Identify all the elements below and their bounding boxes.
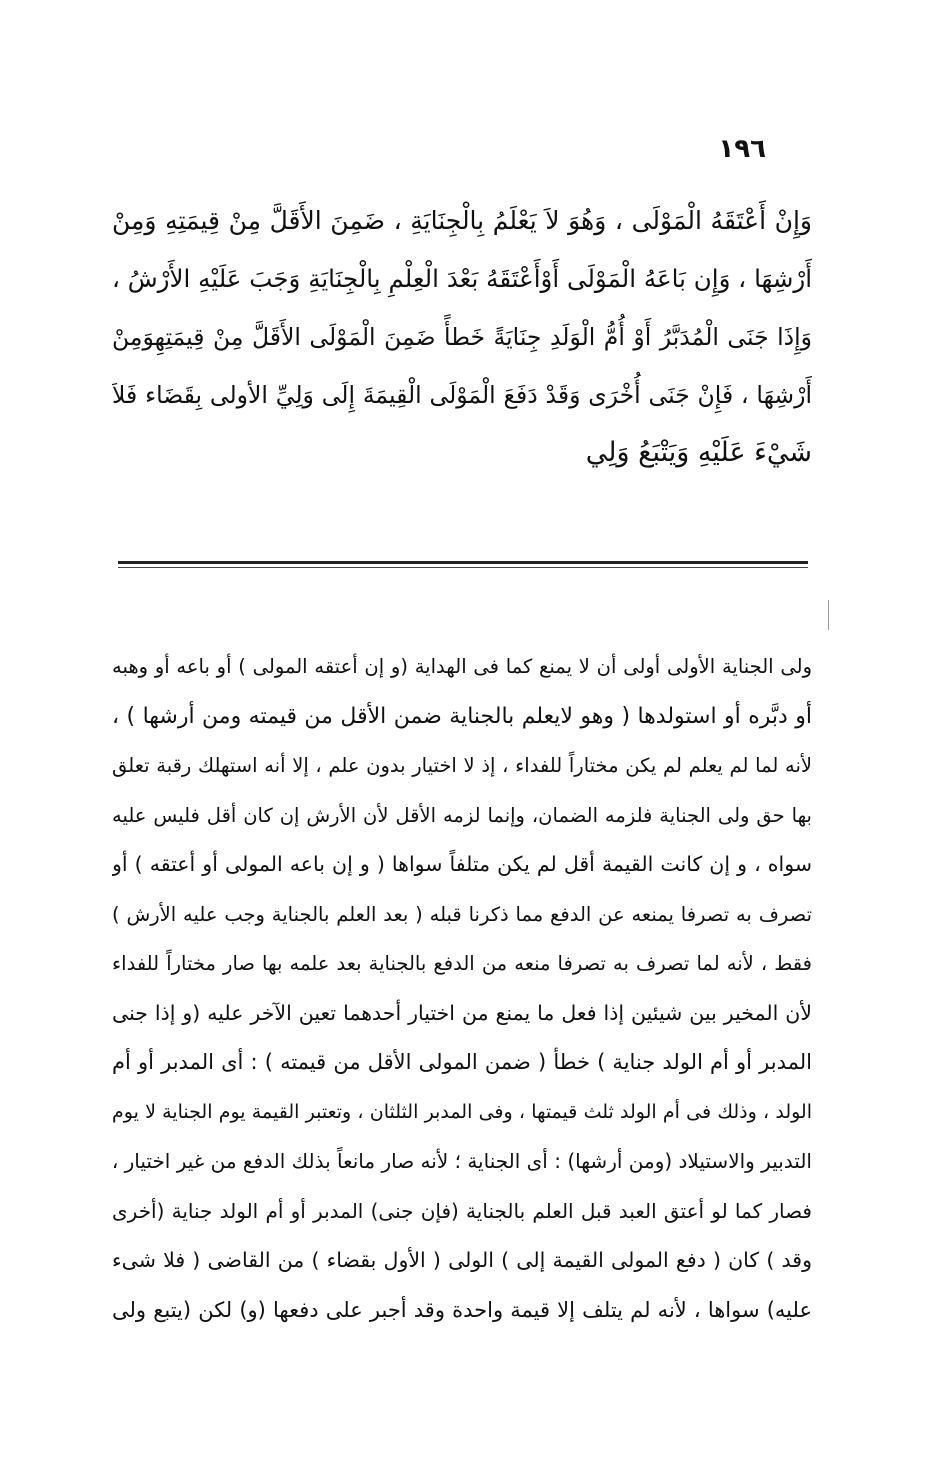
page-number: ١٩٦: [718, 134, 766, 164]
main-text-line: وَإِنْ أَعْتَقَهُ الْمَوْلَى ، وَهُوَ لاَ يَعْلَمُ بِالْجِنَايَةِ ، ضَمِنَ الأَقَلَّ مِنْ قِيمَتِهِ وَمِنْ: [112, 206, 812, 235]
commentary-line: وقد ) كان ( دفع المولى القيمة إلى ) الولى ( الأول بقضاء ) من القاضى ( فلا شىء: [112, 1248, 812, 1272]
scan-mark: [828, 600, 829, 630]
main-text-line: شَيْءَ عَلَيْهِ وَيَتْبَعُ وَلِي: [585, 437, 812, 468]
commentary-line: تصرف به تصرفا يمنعه عن الدفع مما ذكرنا قبله ( بعد العلم بالجناية وجب عليه الأرش ): [112, 902, 812, 926]
main-text-block: [112, 192, 812, 482]
commentary-line: لأنه لما لم يعلم لم يكن مختاراً للفداء ، إذ لا اختيار بدون علم ، إلا أنه استهلك رقبة تعلق: [112, 754, 812, 777]
section-divider: [118, 561, 808, 564]
commentary-line: أو دبَّره أو استولدها ( وهو لايعلم بالجناية ضمن الأقل من قيمته ومن أرشها ) ،: [112, 703, 812, 729]
commentary-block: [112, 642, 812, 1335]
commentary-line: التدبير والاستيلاد (ومن أرشها) : أى الجناية ؛ لأنه صار مانعاً بذلك الدفع من غير اختيار ،: [112, 1149, 812, 1173]
main-text-line: أَرْشِهَا ، وَإِن بَاعَهُ الْمَوْلَى أَوْأَعْتَقَهُ بَعْدَ الْعِلْمِ بِالْجِنَايَةِ وَجَبَ عَلَيْهِ الأَرْشُ ،: [112, 264, 812, 293]
commentary-line: المدبر أو أم الولد جناية ) خطأ ( ضمن المولى الأقل من قيمته ) : أى المدبر أو أم: [112, 1050, 812, 1074]
main-text-line: وَإِذَا جَنَى الْمُدَبَّرُ أَوْ أُمُّ الْوَلَدِ جِنَايَةً خَطأً ضَمِنَ الْمَوْلَى الأَقَلَّ مِنْ قِيمَتِهِوَمِنْ: [112, 323, 812, 351]
commentary-line: فصار كما لو أعتق العبد قبل العلم بالجناية (فإن جنى) المدبر أو أم الولد جناية (أخرى: [112, 1198, 812, 1223]
commentary-line: بها حق ولى الجناية فلزمه الضمان، وإنما لزمه الأقل لأن الأرش إن كان أقل فليس عليه: [112, 803, 812, 827]
commentary-line: الولد ، وذلك فى أم الولد ثلث قيمتها ، وفى المدبر الثلثان ، وتعتبر القيمة يوم الجناية لا يوم: [112, 1100, 812, 1123]
main-text-line: أَرْشِهَا ، فَإِنْ جَنَى أُخْرَى وَقَدْ دَفَعَ الْمَوْلَى الْقِيمَةَ إِلَى وَلِيِّ الأولى بِقَضَاء فَلاَ: [112, 381, 812, 409]
commentary-line: عليه) سواها ، لأنه لم يتلف إلا قيمة واحدة وقد أجبر على دفعها (و) لكن (يتبع ولى: [112, 1297, 812, 1322]
commentary-line: سواه ، و إن كانت القيمة أقل لم يكن متلفاً سواها ( و إن باعه المولى أو أعتقه ) أو: [112, 852, 812, 876]
commentary-line: لأن المخير بين شيئين إذا فعل ما يمنع من اختيار أحدهما تعين الآخر عليه (و إذا جنى: [112, 1000, 812, 1025]
commentary-line: ولى الجناية الأولى أولى أن لا يمنع كما فى الهداية (و إن أعتقه المولى ) أو باعه أو وهبه: [112, 655, 812, 678]
commentary-line: فقط ، لأنه لما تصرف به تصرفا منعه من الدفع بالجناية بعد علمه بها صار مختاراً للفداء: [112, 952, 812, 975]
